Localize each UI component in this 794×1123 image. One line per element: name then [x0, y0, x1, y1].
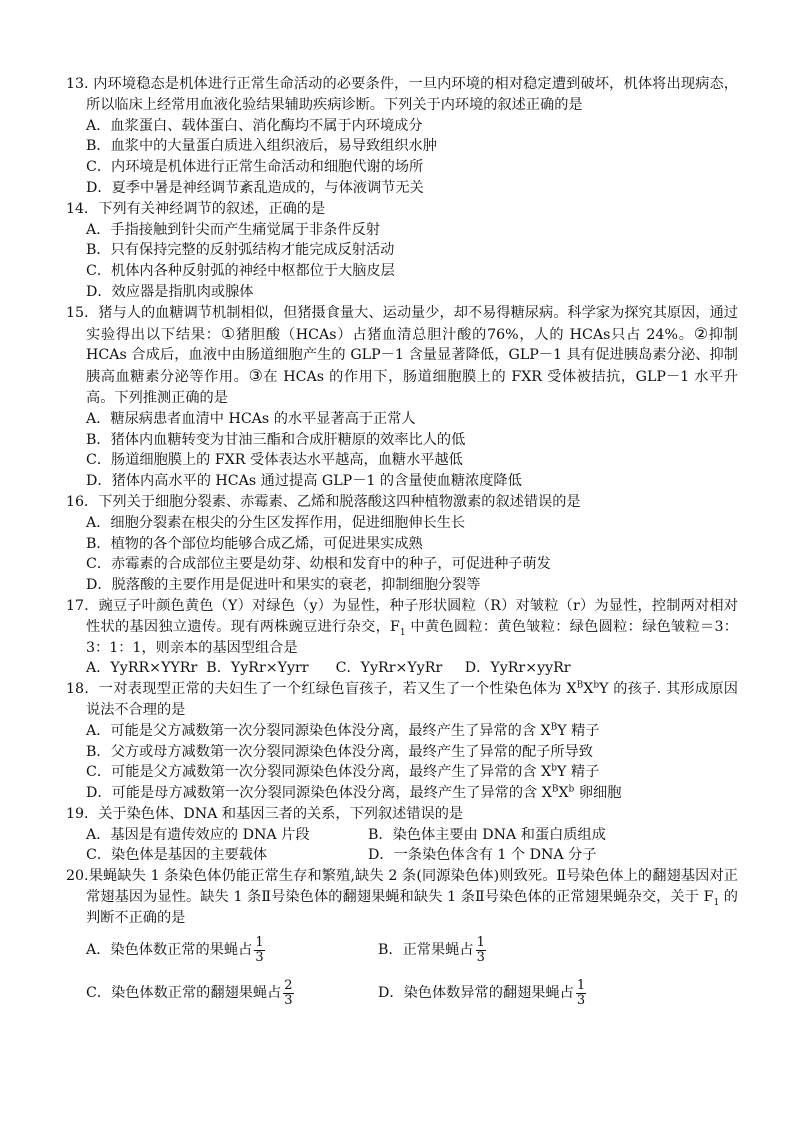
fraction-two-thirds [283, 979, 293, 1008]
question-18-sup-1: B [576, 680, 584, 691]
question-20-option-b-text: B．正常果蝇占 [378, 941, 474, 958]
question-20-options-row-2 [66, 972, 738, 1015]
fraction-one-third [254, 936, 264, 965]
fraction-numerator: 1 [255, 934, 264, 950]
question-13-option-c: C．内环境是机体进行正常生命活动和细胞代谢的场所 [86, 159, 424, 176]
question-20-option-d [378, 979, 586, 1008]
question-18-option-d-sup-2: b [568, 784, 575, 795]
question-16-option-a: A．细胞分裂素在根尖的分生区发挥作用，促进细胞伸长生长 [86, 514, 466, 531]
question-13-option-a: A．血浆蛋白、载体蛋白、消化酶均不属于内环境成分 [86, 117, 423, 134]
question-20-stem-part-2: 的判断不正确的是 [86, 889, 738, 926]
question-18-option-a-text: A．可能是父方减数第一次分裂同源染色体没分离，最终产生了异常的含 X [86, 722, 551, 739]
question-18-option-a-tail: Y 精子 [557, 722, 600, 739]
circled-one-marker: ① [220, 323, 236, 343]
question-20-subscript: 1 [713, 897, 720, 908]
question-20-option-a-text: A．染色体数正常的果蝇占 [86, 941, 253, 958]
question-17-subscript: 1 [399, 627, 406, 638]
question-16-option-c: C．赤霉素的合成部位主要是幼芽、幼根和发育中的种子，可促进种子萌发 [86, 556, 551, 573]
fraction-numerator: 2 [284, 977, 293, 993]
question-17 [66, 596, 738, 679]
question-19 [66, 804, 738, 866]
question-14-stem: 14．下列有关神经调节的叙述，正确的是 [66, 200, 326, 217]
question-16-option-b: B．植物的各个部位均能够合成乙烯，可促进果实成熟 [86, 535, 423, 552]
question-20-stem-part-1: 20.果蝇缺失 1 条染色体仍能正常生存和繁殖,缺失 2 条(同源染色体)则致死。Ⅱ号染色体上的翻翅基因对正常翅基因为显性。缺失 1 条Ⅱ号染色体的翻翅果蝇和缺失 1 条Ⅱ号染色体的正常翅果蝇杂交，关于 F [66, 868, 738, 906]
question-17-stem-part-1: 17．豌豆子叶颜色黄色（Y）对绿色（y）为显性，种子形状圆粒（R）对皱粒（r）为显性，控制两对相对性状的基因独立遗传。现有两株豌豆进行杂交，F [66, 597, 738, 635]
question-13-option-d: D．夏季中暑是神经调节紊乱造成的，与体液调节无关 [86, 179, 424, 196]
question-18-option-a-sup: B [550, 721, 558, 732]
circled-two-marker: ② [693, 323, 709, 343]
question-15-option-d: D．猪体内高水平的 HCAs 通过提高 GLP－1 的含量使血糖浓度降低 [86, 473, 522, 490]
question-19-option-d: D．一条染色体含有 1 个 DNA 分子 [368, 847, 597, 864]
question-15-stem [66, 303, 738, 409]
question-17-stem [66, 596, 738, 658]
question-18-stem-part-3: Y 的孩子. 其形成原因说法不合理的是 [86, 681, 738, 718]
question-17-stem-part-2: 中黄色圆粒：黄色皱粒：绿色圆粒：绿色皱粒＝3：3：1：1，则亲本的基因型组合是 [86, 618, 738, 656]
question-15-option-a: A．糖尿病患者血清中 HCAs 的水平显著高于正常人 [86, 410, 416, 427]
question-19-options-row-2 [66, 845, 738, 866]
question-14-option-a: A．手指接触到针尖而产生痛觉属于非条件反射 [86, 221, 380, 238]
question-13-stem: 13. 内环境稳态是机体进行正常生命活动的必要条件，一旦内环境的相对稳定遭到破坏，机体将出现病态，所以临床上经常用血液化验结果辅助疾病诊断。下列关于内环境的叙述正确的是 [66, 76, 738, 113]
question-19-option-a: A．基因是有遗传效应的 DNA 片段 [86, 826, 310, 843]
question-18-option-d-sup-1: B [551, 784, 559, 795]
question-18-option-c-text: C．可能是父方减数第一次分裂同源染色体没分离，最终产生了异常的含 X [86, 764, 552, 781]
question-18-option-c-tail: Y 精子 [557, 764, 600, 781]
fraction-denominator: 3 [476, 949, 485, 965]
exam-page [66, 74, 738, 1015]
question-14 [66, 199, 738, 303]
circled-three-marker: ③ [248, 366, 264, 386]
question-18-option-d-mid: X [558, 785, 569, 802]
question-14-option-b: B．只有保持完整的反射弧结构才能完成反射活动 [86, 242, 395, 259]
fraction-one-third [476, 936, 486, 965]
question-14-option-d: D．效应器是指肌肉或腺体 [86, 283, 254, 300]
question-18-option-b: B．父方或母方减数第一次分裂同源染色体没分离，最终产生了异常的配子所导致 [86, 743, 593, 760]
question-15-stem-part-2: 猪胆酸（HCAs）占猪血清总胆汁酸的76%，人的 HCAs只占 24%。 [235, 326, 694, 343]
question-20-option-b [378, 936, 486, 965]
fraction-numerator: 1 [476, 934, 485, 950]
question-20-option-c-text: C．染色体数正常的翻翅果蝇占 [86, 984, 282, 1001]
question-18 [66, 679, 738, 804]
question-15-stem-part-3: 抑制 HCAs 合成后，血液中由肠道细胞产生的 GLP－1 含量显著降低，GLP－1 具有促进胰岛素分泌、抑制胰高血糖素分泌等作用。 [86, 326, 738, 386]
question-19-option-b: B．染色体主要由 DNA 和蛋白质组成 [368, 826, 606, 843]
question-18-option-a [66, 721, 738, 742]
question-18-option-c-sup: b [551, 763, 558, 774]
fraction-numerator: 1 [576, 977, 586, 993]
question-15-option-b: B．猪体内血糖转变为甘油三酯和合成肝糖原的效率比人的低 [86, 431, 466, 448]
question-17-options: A．YyRR×YYRr B．YyRr×Yyrr C．YyRr×YyRr D．YyRr×yyRr [86, 660, 571, 677]
question-15 [66, 303, 738, 492]
question-18-option-d-tail: 卵细胞 [574, 785, 622, 802]
question-13 [66, 74, 738, 199]
question-18-option-c [66, 762, 738, 783]
question-19-options-row-1 [66, 825, 738, 846]
question-16 [66, 492, 738, 596]
question-18-option-d [66, 783, 738, 804]
question-18-stem-part-2: X [583, 681, 594, 698]
question-20-stem [66, 866, 738, 928]
question-13-option-b: B．血浆中的大量蛋白质进入组织液后，易导致组织水肿 [86, 138, 437, 155]
question-15-option-c: C．肠道细胞膜上的 FXR 受体表达水平越高，血糖水平越低 [86, 452, 463, 469]
question-18-option-d-text: D．可能是母方减数第一次分裂同源染色体没分离，最终产生了异常的含 X [86, 785, 552, 802]
question-20-option-d-text: D．染色体数异常的翻翅果蝇占 [378, 984, 574, 1001]
question-20-option-a [86, 936, 378, 965]
fraction-denominator: 3 [284, 992, 293, 1008]
question-19-stem: 19．关于染色体、DNA 和基因三者的关系，下列叙述错误的是 [66, 805, 464, 822]
fraction-one-third [576, 979, 586, 1008]
question-15-stem-part-1: 15．猪与人的血糖调节机制相似，但猪摄食量大、运动量少，却不易得糖尿病。科学家为探究其原因，通过实验得出以下结果： [66, 304, 738, 343]
question-20-option-c [86, 979, 378, 1008]
question-20-options-row-1 [66, 929, 738, 972]
question-16-option-d: D．脱落酸的主要作用是促进叶和果实的衰老，抑制细胞分裂等 [86, 577, 481, 594]
question-19-option-c: C．染色体是基因的主要载体 [86, 847, 268, 864]
question-18-stem [66, 679, 738, 721]
fraction-denominator: 3 [576, 992, 586, 1008]
question-18-stem-part-1: 18．一对表现型正常的夫妇生了一个红绿色盲孩子，若又生了一个性染色体为 X [66, 681, 577, 698]
fraction-denominator: 3 [255, 949, 264, 965]
question-20 [66, 866, 738, 1014]
question-14-option-c: C．机体内各种反射弧的神经中枢都位于大脑皮层 [86, 263, 395, 280]
question-15-stem-part-4: 在 HCAs 的作用下，肠道细胞膜上的 FXR 受体被拮抗，GLP－1 水平升高。下列推测正确的是 [86, 369, 738, 406]
question-16-stem: 16．下列关于细胞分裂素、赤霉素、乙烯和脱落酸这四种植物激素的叙述错误的是 [66, 493, 581, 510]
question-18-sup-2: b [593, 680, 600, 691]
